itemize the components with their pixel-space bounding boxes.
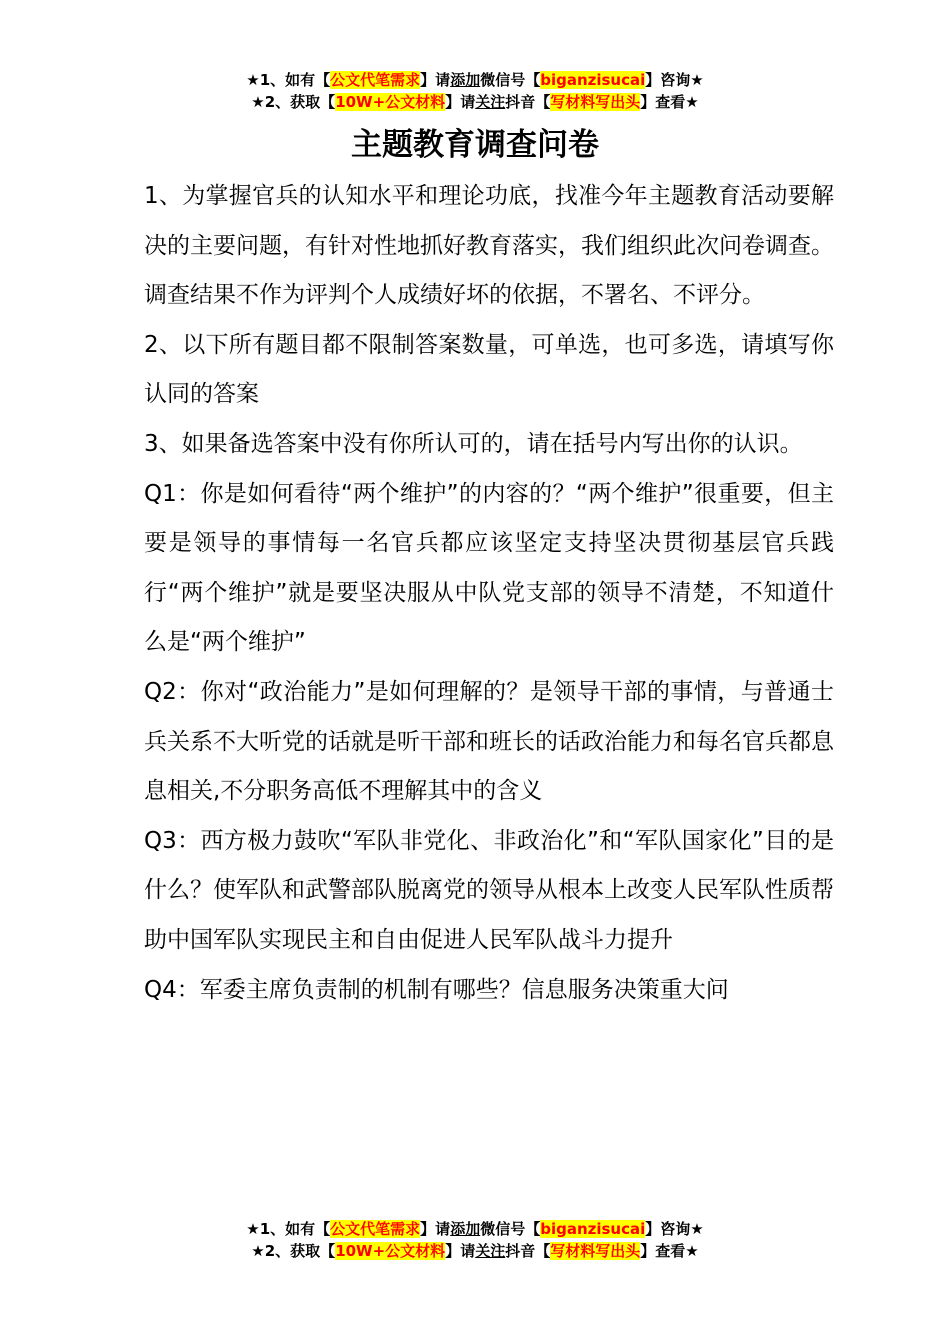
banner-highlight: 10W+公文材料: [335, 93, 446, 111]
banner-highlight: 写材料写出头: [550, 93, 641, 111]
banner-text: 】咨询★: [645, 71, 704, 89]
banner-line-2: [0, 91, 950, 113]
banner-highlight: 写材料写出头: [550, 1242, 641, 1260]
document-body: [144, 172, 834, 1015]
question-q2: Q2：你对“政治能力”是如何理解的？是领导干部的事情，与普通士兵关系不大听党的话就是听干部和班长的话政治能力和每名官兵都息息相关,不分职务高低不理解其中的含义: [144, 678, 834, 805]
banner-underline: 添加: [450, 71, 481, 89]
paragraph-intro-2: 2、以下所有题目都不限制答案数量，可单选，也可多选，请填写你认同的答案: [144, 331, 834, 408]
banner-line-1: [0, 69, 950, 91]
banner-text: 】请: [420, 71, 451, 89]
banner-highlight: 10W+公文材料: [335, 1242, 446, 1260]
banner-text: 】请: [445, 1242, 476, 1260]
banner-text: 】咨询★: [645, 1220, 704, 1238]
banner-highlight: biganzisucai: [540, 1220, 646, 1238]
banner-text: 微信号【: [480, 1220, 541, 1238]
banner-line-1: [0, 1218, 950, 1240]
banner-text: 】请: [445, 93, 476, 111]
paragraph-intro-3: 3、如果备选答案中没有你所认可的，请在括号内写出你的认识。: [144, 430, 803, 457]
banner-text: 微信号【: [480, 71, 541, 89]
banner-text: ★2、获取【: [251, 1242, 336, 1260]
banner-text: 】查看★: [640, 1242, 699, 1260]
header-banner: [0, 69, 950, 113]
question-q3: Q3：西方极力鼓吹“军队非党化、非政治化”和“军队国家化”目的是什么？使军队和武警部队脱离党的领导从根本上改变人民军队性质帮助中国军队实现民主和自由促进人民军队战斗力提升: [144, 827, 834, 953]
banner-text: ★1、如有【: [246, 1220, 331, 1238]
banner-text: 抖音【: [505, 93, 551, 111]
paragraph-intro-1: 1、为掌握官兵的认知水平和理论功底，找准今年主题教育活动要解决的主要问题，有针对性地抓好教育落实，我们组织此次问卷调查。调查结果不作为评判个人成绩好坏的依据，不署名、不评分。: [144, 183, 834, 309]
banner-text: ★1、如有【: [246, 71, 331, 89]
banner-underline: 添加: [450, 1220, 481, 1238]
footer-banner: [0, 1218, 950, 1262]
question-q4: Q4：军委主席负责制的机制有哪些？信息服务决策重大问: [144, 976, 729, 1003]
banner-highlight: 公文代笔需求: [330, 1220, 421, 1238]
banner-underline: 关注: [475, 1242, 506, 1260]
banner-text: 】查看★: [640, 93, 699, 111]
banner-line-2: [0, 1240, 950, 1262]
document-title: 主题教育调查问卷: [351, 127, 599, 163]
banner-text: 】请: [420, 1220, 451, 1238]
banner-text: ★2、获取【: [251, 93, 336, 111]
banner-highlight: biganzisucai: [540, 71, 646, 89]
banner-highlight: 公文代笔需求: [330, 71, 421, 89]
question-q1: Q1：你是如何看待“两个维护”的内容的？“两个维护”很重要，但主要是领导的事情每一名官兵都应该坚定支持坚决贯彻基层官兵践行“两个维护”就是要坚决服从中队党支部的领导不清楚，不知道什么是“两个维护”: [144, 480, 834, 656]
banner-text: 抖音【: [505, 1242, 551, 1260]
banner-underline: 关注: [475, 93, 506, 111]
